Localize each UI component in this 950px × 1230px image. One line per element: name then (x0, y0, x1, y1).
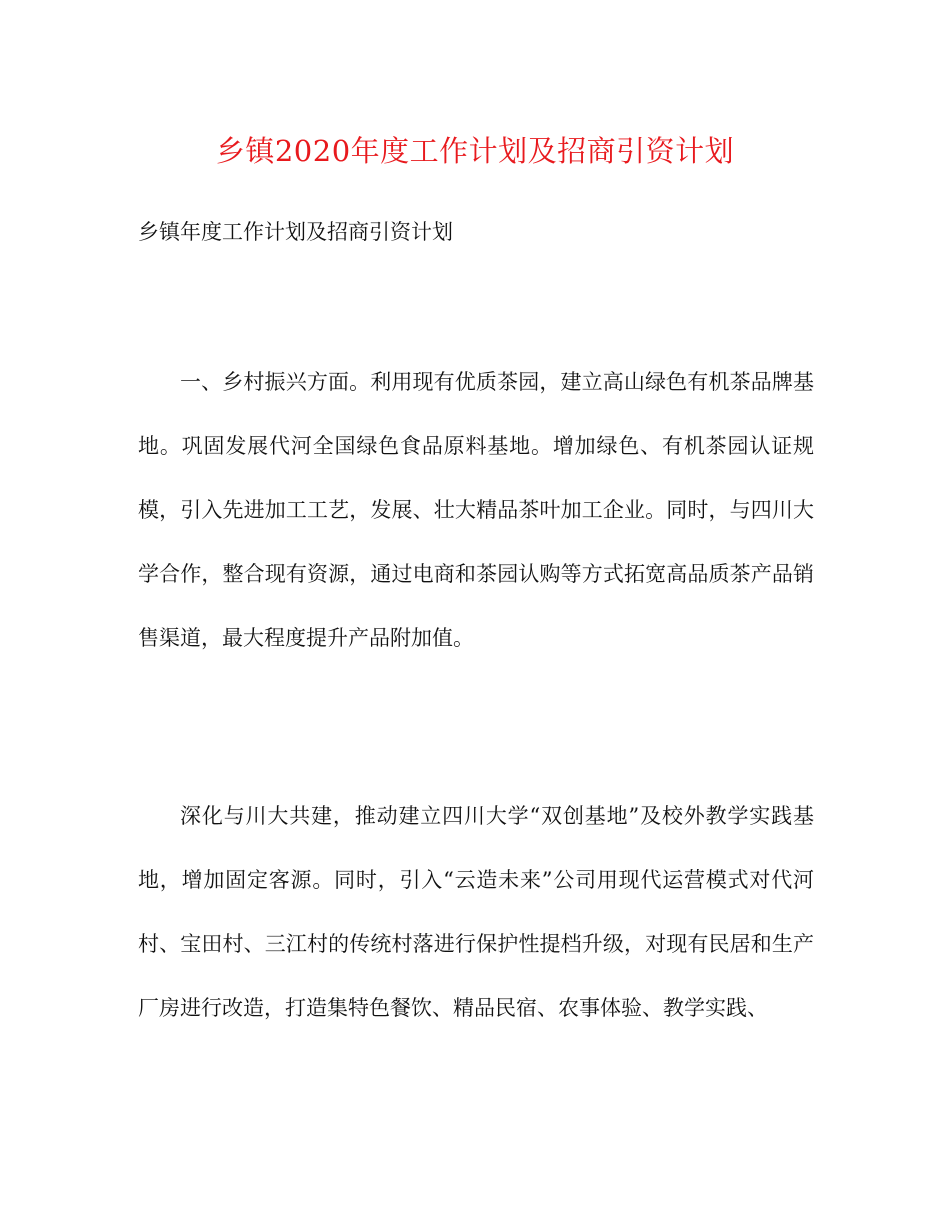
paragraph-university-cooperation: 深化与川大共建，推动建立四川大学“双创基地”及校外教学实践基地，增加固定客源。同时，引入“云造未来”公司用现代运营模式对代河村、宝田村、三江村的传统村落进行保护性提档升级，对现有民居和生产厂房进行改造，打造集特色餐饮、精品民宿、农事体验、教学实践、 (138, 804, 814, 1020)
document-subtitle: 乡镇年度工作计划及招商引资计划 (138, 220, 453, 244)
paragraph-rural-revitalization: 一、乡村振兴方面。利用现有优质茶园，建立高山绿色有机茶品牌基地。巩固发展代河全国绿色食品原料基地。增加绿色、有机茶园认证规模，引入先进加工工艺，发展、壮大精品茶叶加工企业。同时，与四川大学合作，整合现有资源，通过电商和茶园认购等方式拓宽高品质茶产品销售渠道，最大程度提升产品附加值。 (138, 370, 814, 650)
document-title: 乡镇2020年度工作计划及招商引资计划 (215, 134, 735, 168)
